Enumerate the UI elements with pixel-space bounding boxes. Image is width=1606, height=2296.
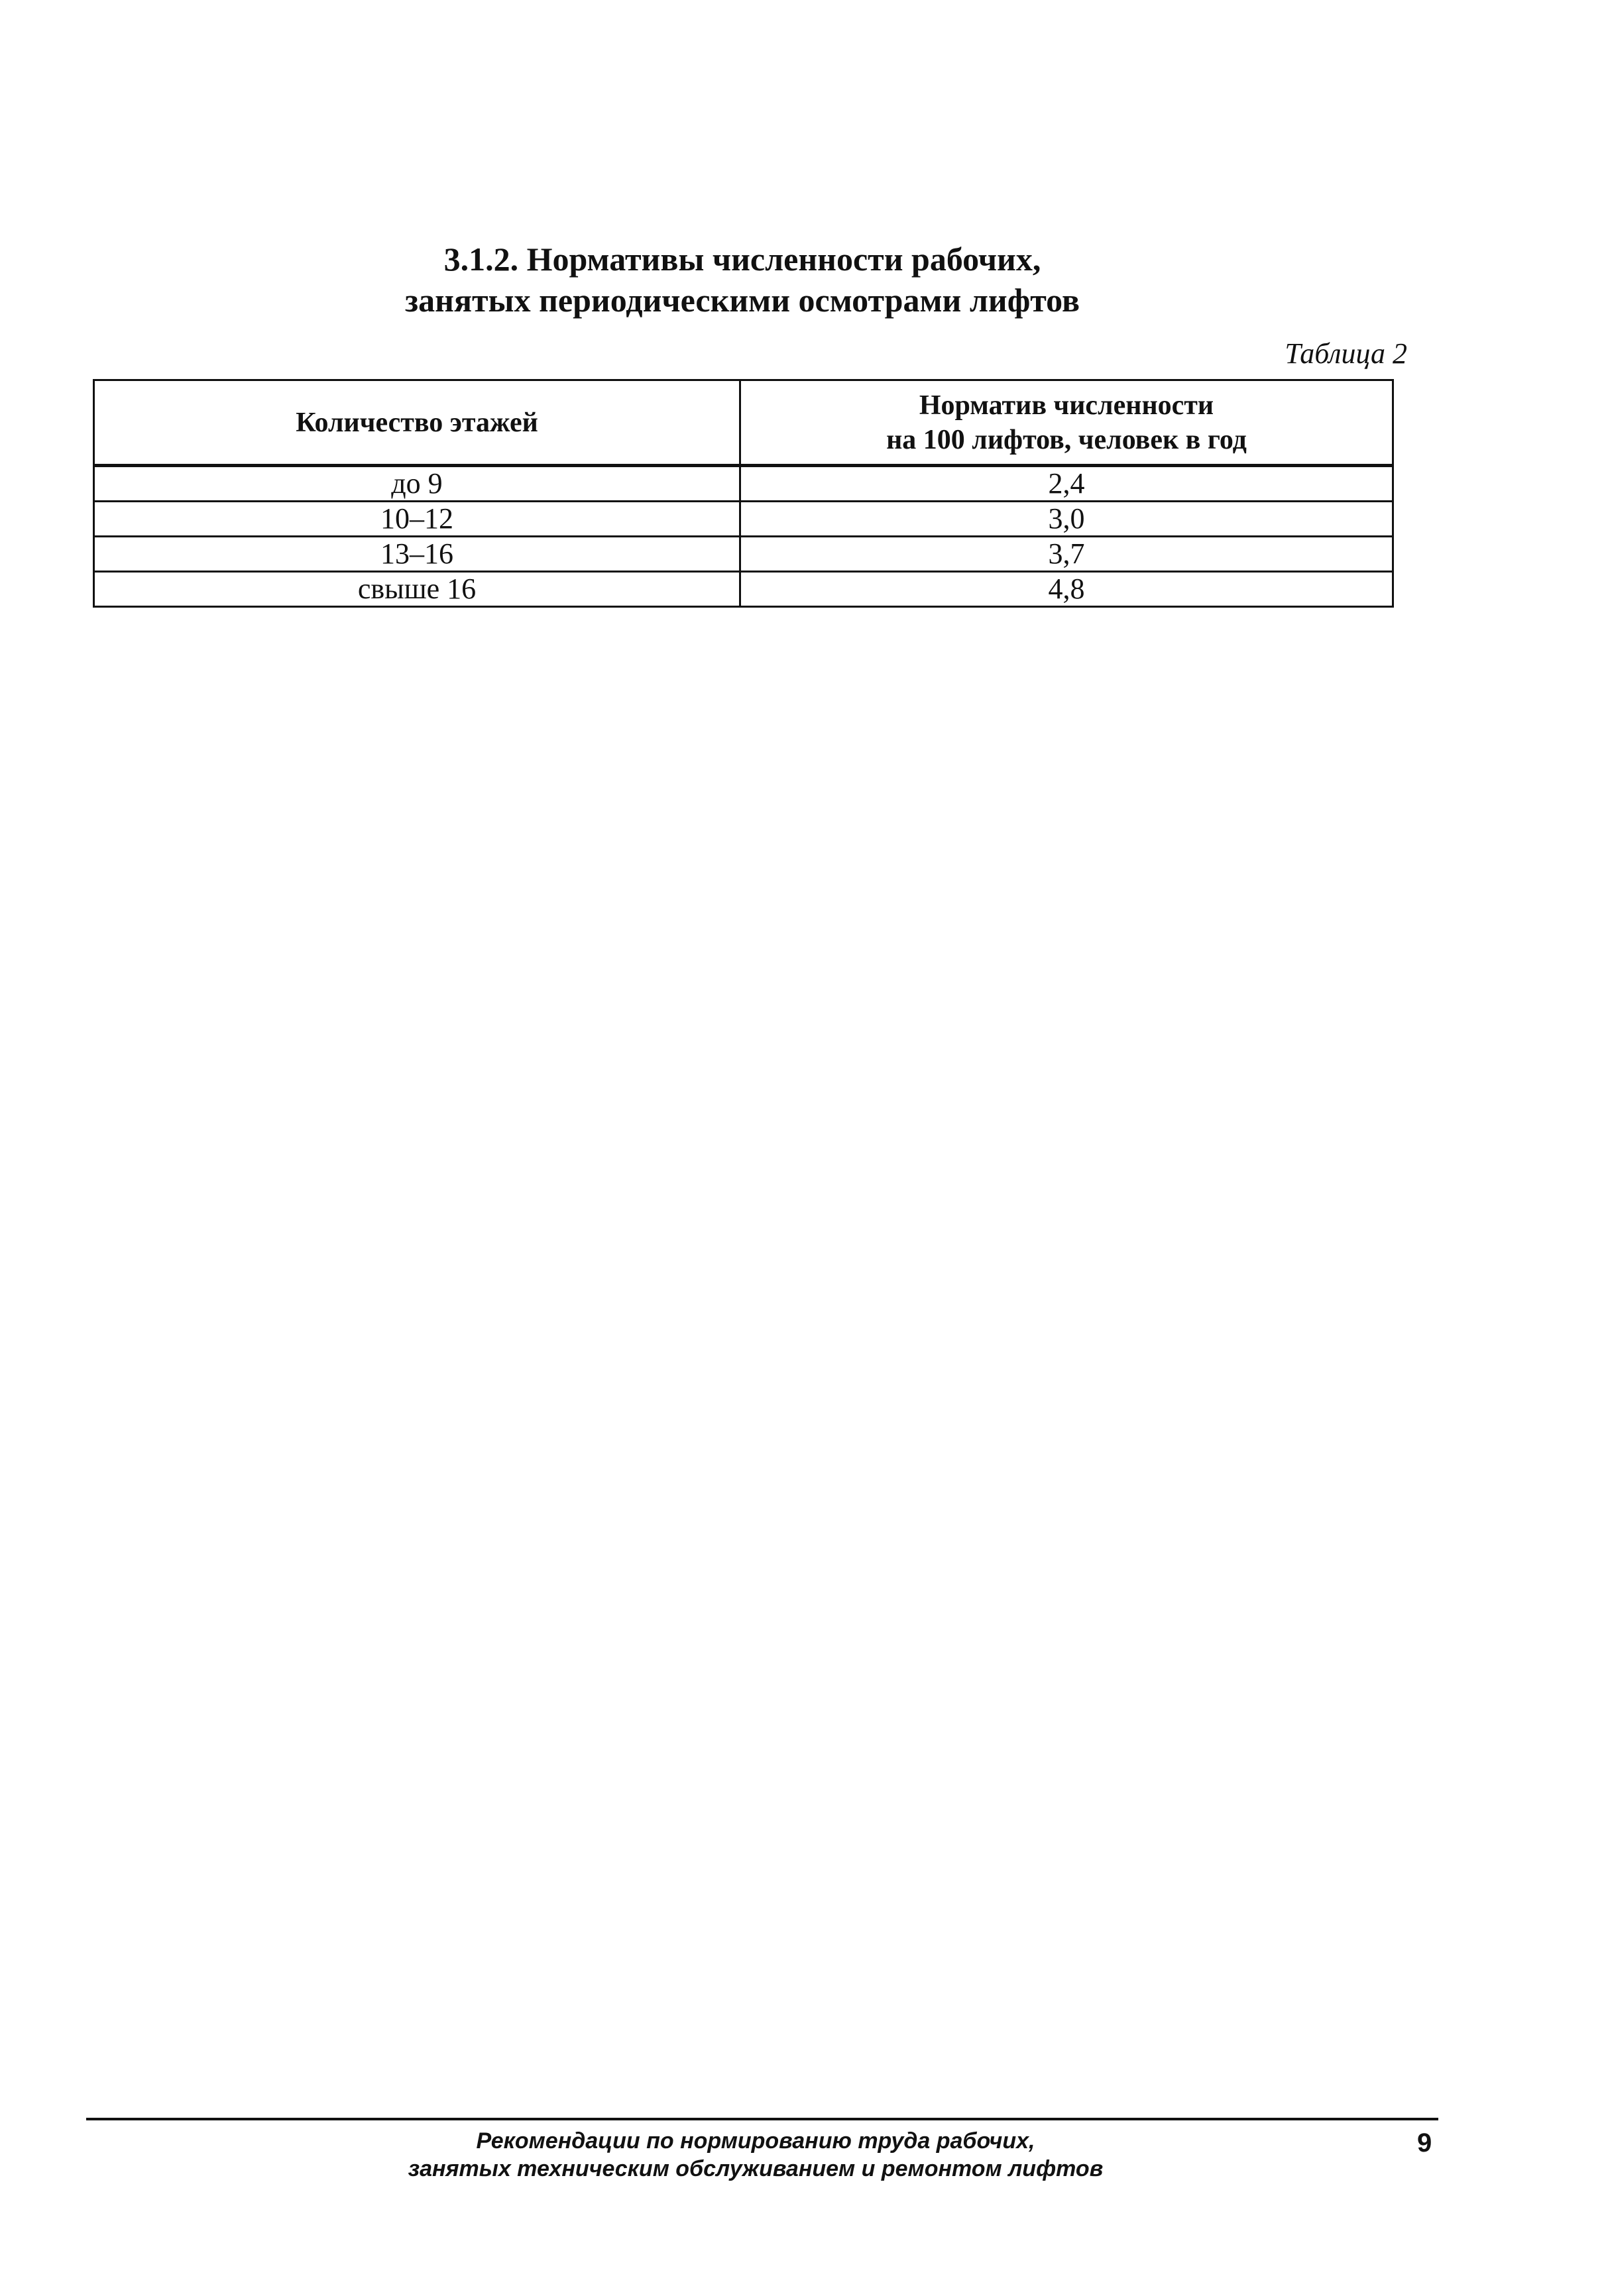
- table-header-row: [94, 380, 1393, 466]
- section-heading-line-1: 3.1.2. Нормативы численности рабочих,: [443, 241, 1041, 278]
- cell-floors: до 9: [94, 466, 740, 502]
- table-header: [94, 380, 1393, 466]
- footer-title-line-1: Рекомендации по нормированию труда рабочих,: [476, 2128, 1035, 2154]
- cell-floors: 10–12: [94, 502, 740, 537]
- cell-norm: 2,4: [740, 466, 1393, 502]
- cell-norm: 4,8: [740, 572, 1393, 607]
- table-row: [94, 537, 1393, 572]
- table-row: [94, 466, 1393, 502]
- section-heading: [0, 239, 1485, 321]
- cell-floors: 13–16: [94, 537, 740, 572]
- column-header-norm: [740, 380, 1393, 466]
- column-header-norm-line-2: на 100 лифтов, человек в год: [886, 424, 1247, 455]
- table-caption: Таблица 2: [1285, 337, 1407, 370]
- footer-divider: [86, 2118, 1438, 2120]
- table-row: [94, 572, 1393, 607]
- norms-table: [93, 379, 1394, 608]
- cell-floors: свыше 16: [94, 572, 740, 607]
- table-row: [94, 502, 1393, 537]
- cell-norm: 3,0: [740, 502, 1393, 537]
- section-heading-line-2: занятых периодическими осмотрами лифтов: [405, 282, 1080, 319]
- footer-title-line-2: занятых техническим обслуживанием и ремонтом лифтов: [408, 2156, 1104, 2181]
- column-header-norm-line-1: Норматив численности: [919, 390, 1214, 421]
- footer-title: [0, 2127, 1511, 2183]
- column-header-floors: Количество этажей: [94, 380, 740, 466]
- table-body: [94, 466, 1393, 607]
- page-number: 9: [1417, 2128, 1432, 2158]
- cell-norm: 3,7: [740, 537, 1393, 572]
